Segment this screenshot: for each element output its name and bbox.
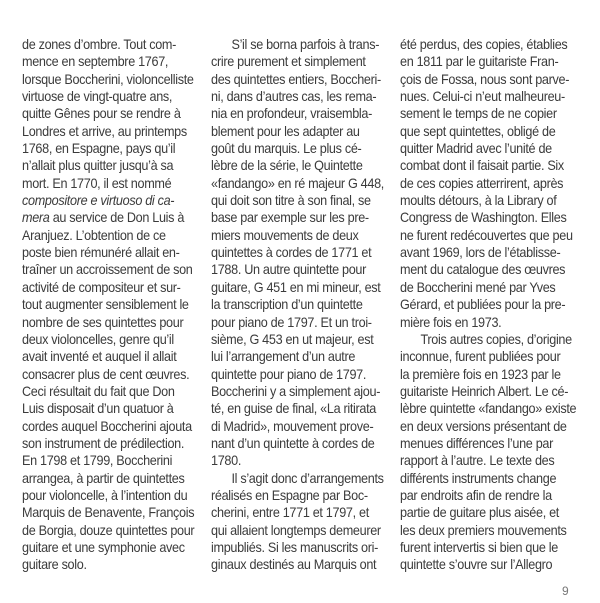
line-text: des quintettes entiers, Boccheri-: [211, 71, 381, 87]
line-text: lèbre de la série, le Quintette: [211, 158, 363, 174]
line-text: sième, G 453 en ut majeur, est: [211, 331, 374, 347]
text-line: [211, 383, 380, 400]
line-text: qui doit son titre à son final, se: [211, 193, 371, 209]
text-line: [400, 209, 569, 226]
text-line: [22, 435, 191, 452]
text-line: [22, 123, 191, 140]
line-text: deux violoncelles, genre qu’il: [22, 331, 174, 347]
text-line: [400, 504, 569, 521]
line-text: ment du catalogue des œuvres: [400, 262, 566, 278]
line-text: Aranjuez. L’obtention de ce: [22, 227, 166, 243]
line-text: nant d’un quintette à cordes de: [211, 435, 375, 451]
text-line: [400, 88, 569, 105]
text-line: [400, 556, 569, 573]
line-text: inconnue, furent publiées pour: [400, 349, 561, 365]
line-text: combat dont il faisait partie. Six: [400, 158, 564, 174]
line-text: Boccherini y a simplement ajou-: [211, 383, 381, 399]
line-text: menues différences l’une par: [400, 435, 553, 451]
text-line: [22, 400, 191, 417]
line-text: ne furent redécouvertes que peu: [400, 227, 573, 243]
text-line: [400, 36, 569, 53]
text-line: [400, 383, 569, 400]
text-line: [400, 487, 569, 504]
line-text: mort. En 1770, il est nommé: [22, 175, 172, 191]
line-text: Marquis de Benavente, François: [22, 505, 195, 521]
line-text: Londres et arrive, au printemps: [22, 123, 187, 139]
text-line: [400, 123, 569, 140]
line-text: activité de compositeur et sur-: [22, 279, 181, 295]
text-line: [22, 244, 191, 261]
line-text: lorsque Boccherini, violoncelliste: [22, 71, 194, 87]
line-text: mence en septembre 1767,: [22, 54, 169, 70]
text-line: [400, 53, 569, 70]
line-text: Luis disposait d’un quatuor à: [22, 401, 174, 417]
text-line: [22, 331, 191, 348]
text-line: [400, 192, 569, 209]
text-line: [400, 140, 569, 157]
text-line: [22, 140, 191, 157]
line-text: été perdus, des copies, établies: [400, 37, 568, 52]
text-line: [400, 157, 569, 174]
text-line: [211, 157, 380, 174]
line-text: miers mouvements de deux: [211, 227, 359, 243]
text-line: [211, 140, 380, 157]
line-text: de Borgia, douze quintettes pour: [22, 522, 195, 538]
text-line: [22, 105, 191, 122]
text-line: [400, 244, 569, 261]
text-line: [400, 522, 569, 539]
line-text: de zones d’ombre. Tout com-: [22, 37, 177, 52]
text-line: [400, 400, 577, 417]
text-column-3: [400, 36, 577, 574]
text-line: [22, 192, 191, 209]
text-line: [211, 71, 380, 88]
text-line: [211, 556, 380, 573]
line-text: quintette s’ouvre sur l’Allegro: [400, 557, 553, 573]
line-text: di Madrid», mouvement prove-: [211, 418, 374, 434]
text-line: [400, 175, 569, 192]
text-line: [211, 244, 380, 261]
line-text: nia en profondeur, vraisembla-: [211, 106, 373, 122]
line-text: quitte Gênes pour se rendre à: [22, 106, 181, 122]
text-line: [400, 366, 569, 383]
line-text: par endroits afin de rendre la: [400, 487, 552, 503]
text-line: [22, 71, 194, 88]
text-line: [22, 504, 195, 521]
text-line: [211, 452, 380, 469]
line-text: blement pour les adapter au: [211, 123, 360, 139]
line-text: guitare solo.: [22, 557, 87, 573]
text-line: [400, 470, 569, 487]
line-text: çois de Fossa, nous sont parve-: [400, 71, 570, 87]
line-text: la première fois en 1923 par le: [400, 366, 561, 382]
line-text: traîner un accroissement de son: [22, 262, 193, 278]
line-text: guitare, G 451 en mi mineur, est: [211, 279, 381, 295]
text-line: [22, 452, 191, 469]
text-line: [211, 209, 380, 226]
text-line: [400, 331, 572, 348]
text-column-2: [211, 36, 384, 574]
line-text: Il s’agit donc d’arrangements: [231, 470, 384, 486]
line-text: Gérard, et publiées pour la pre-: [400, 297, 566, 313]
text-line: [211, 192, 380, 209]
text-line: [22, 470, 191, 487]
text-line: [22, 157, 191, 174]
text-line: [22, 383, 191, 400]
line-text: tout augmenter sensiblement le: [22, 297, 189, 313]
line-text: lèbre quintette «fandango» existe: [400, 401, 577, 417]
line-text: goût du marquis. Le plus cé-: [211, 141, 362, 157]
text-line: [400, 435, 569, 452]
text-line: [22, 53, 191, 70]
text-line: [211, 504, 380, 521]
line-text: Ceci résultait du fait que Don: [22, 383, 175, 399]
text-line: [22, 522, 195, 539]
line-text: «fandango» en ré majeur G 448,: [211, 175, 384, 191]
line-text: rapport à l’autre. Le texte des: [400, 453, 555, 469]
text-line: [211, 88, 380, 105]
line-text: poste bien rémunéré allait en-: [22, 245, 180, 261]
line-text: lui l’arrangement d’un autre: [211, 349, 356, 365]
line-text: té, en guise de final, «La ritirata: [211, 401, 377, 417]
line-text: que sept quintettes, obligé de: [400, 123, 556, 139]
text-line: [211, 123, 380, 140]
line-text: les deux premiers mouvements: [400, 522, 567, 538]
text-line: [22, 209, 191, 226]
line-text: quitter Madrid avec l’unité de: [400, 141, 552, 157]
line-text: avant 1969, lors de l’établisse-: [400, 245, 561, 261]
line-text: n’allait plus quitter jusqu’à sa: [22, 158, 174, 174]
text-line: [400, 261, 569, 278]
line-text: sement le temps de ne copier: [400, 106, 557, 122]
line-text: pour violoncelle, à l’intention du: [22, 487, 188, 503]
line-text: Congress de Washington. Elles: [400, 210, 567, 226]
page-number: 9: [562, 584, 569, 598]
line-text: guitariste Heinrich Albert. Le cé-: [400, 383, 569, 399]
line-text: 1788. Un autre quintette pour: [211, 262, 367, 278]
text-line: [400, 296, 569, 313]
text-line: [211, 296, 380, 313]
line-text: en 1811 par le guitariste Fran-: [400, 54, 559, 70]
text-line: [22, 279, 191, 296]
italic-phrase: compositore e virtuoso di ca-: [22, 193, 175, 209]
text-line: [211, 314, 380, 331]
text-line: [400, 279, 569, 296]
text-line: [22, 366, 191, 383]
line-text: mière fois en 1973.: [400, 314, 502, 330]
line-text: quintette pour piano de 1797.: [211, 366, 367, 382]
text-line: [400, 348, 569, 365]
text-line: [22, 314, 191, 331]
text-line: [22, 418, 191, 435]
text-line: [211, 227, 380, 244]
line-text: qui allaient longtemps demeurer: [211, 522, 381, 538]
text-line: [211, 53, 380, 70]
line-text: moults détours, à la Library of: [400, 193, 557, 209]
line-text: consacrer plus de cent œuvres.: [22, 366, 190, 382]
text-line: [211, 522, 380, 539]
text-line: [211, 435, 380, 452]
text-line: [400, 227, 573, 244]
line-text: furent intervertis si bien que le: [400, 539, 558, 555]
text-line: [400, 539, 569, 556]
text-line: [400, 105, 569, 122]
text-line: [211, 279, 380, 296]
line-text: S’il se borna parfois à trans-: [231, 37, 380, 52]
line-text: pour piano de 1797. Et un troi-: [211, 314, 372, 330]
text-line: [22, 539, 191, 556]
line-text: nues. Celui-ci n’eut malheureu-: [400, 89, 565, 105]
line-text: la transcription d’un quintette: [211, 297, 363, 313]
text-line: [211, 36, 380, 53]
text-line: [22, 261, 191, 278]
line-text: différents instruments change: [400, 470, 557, 486]
text-line: [400, 452, 569, 469]
line-text: en deux versions présentant de: [400, 418, 567, 434]
line-text: son instrument de prédilection.: [22, 435, 185, 451]
text-line: [211, 400, 380, 417]
text-line: [211, 539, 380, 556]
text-line: [211, 366, 380, 383]
text-line: [211, 348, 380, 365]
line-text: de Boccherini mené par Yves: [400, 279, 556, 295]
line-text: base par exemple sur les pre-: [211, 210, 369, 226]
text-line: [22, 88, 191, 105]
text-line: [211, 261, 380, 278]
text-line: [22, 556, 191, 573]
line-text: crire purement et simplement: [211, 54, 366, 70]
text-line: [400, 71, 569, 88]
line-text: ginaux destinés au Marquis ont: [211, 557, 377, 573]
line-text: impubliés. Si les manuscrits ori-: [211, 539, 379, 555]
line-text: cordes auquel Boccherini ajouta: [22, 418, 192, 434]
line-text: réalisés en Espagne par Boc-: [211, 487, 368, 503]
text-line: [22, 36, 191, 53]
line-text: virtuose de vingt-quatre ans,: [22, 89, 173, 105]
line-text: quintettes à cordes de 1771 et: [211, 245, 372, 261]
text-column-1: [22, 36, 195, 574]
line-text: nombre de ses quintettes pour: [22, 314, 184, 330]
line-text: guitare et une symphonie avec: [22, 539, 185, 555]
line-text: avait inventé et auquel il allait: [22, 349, 177, 365]
text-line: [22, 227, 191, 244]
text-line: [22, 175, 191, 192]
line-text: de ces copies atterrirent, après: [400, 175, 564, 191]
text-line: [400, 418, 569, 435]
line-text: partie de guitare plus aisée, et: [400, 505, 559, 521]
line-text: 1768, en Espagne, pays qu’il: [22, 141, 176, 157]
text-line: [211, 487, 380, 504]
text-line: [211, 175, 384, 192]
text-line: [211, 418, 380, 435]
text-line: [211, 331, 380, 348]
text-line: [22, 296, 191, 313]
text-line: [22, 348, 191, 365]
line-text: cherini, entre 1771 et 1797, et: [211, 505, 369, 521]
line-text: Trois autres copies, d’origine: [420, 331, 572, 347]
text-line: [211, 105, 380, 122]
line-text: ni, dans d’autres cas, les rema-: [211, 89, 377, 105]
line-text: arrangea, à partir de quintettes: [22, 470, 185, 486]
text-line: [22, 487, 191, 504]
text-line: [211, 470, 384, 487]
line-text: En 1798 et 1799, Boccherini: [22, 453, 173, 469]
line-text: au service de Don Luis à: [49, 210, 185, 226]
line-text: 1780.: [211, 453, 242, 469]
italic-phrase: mera: [22, 210, 50, 226]
text-line: [400, 314, 569, 331]
